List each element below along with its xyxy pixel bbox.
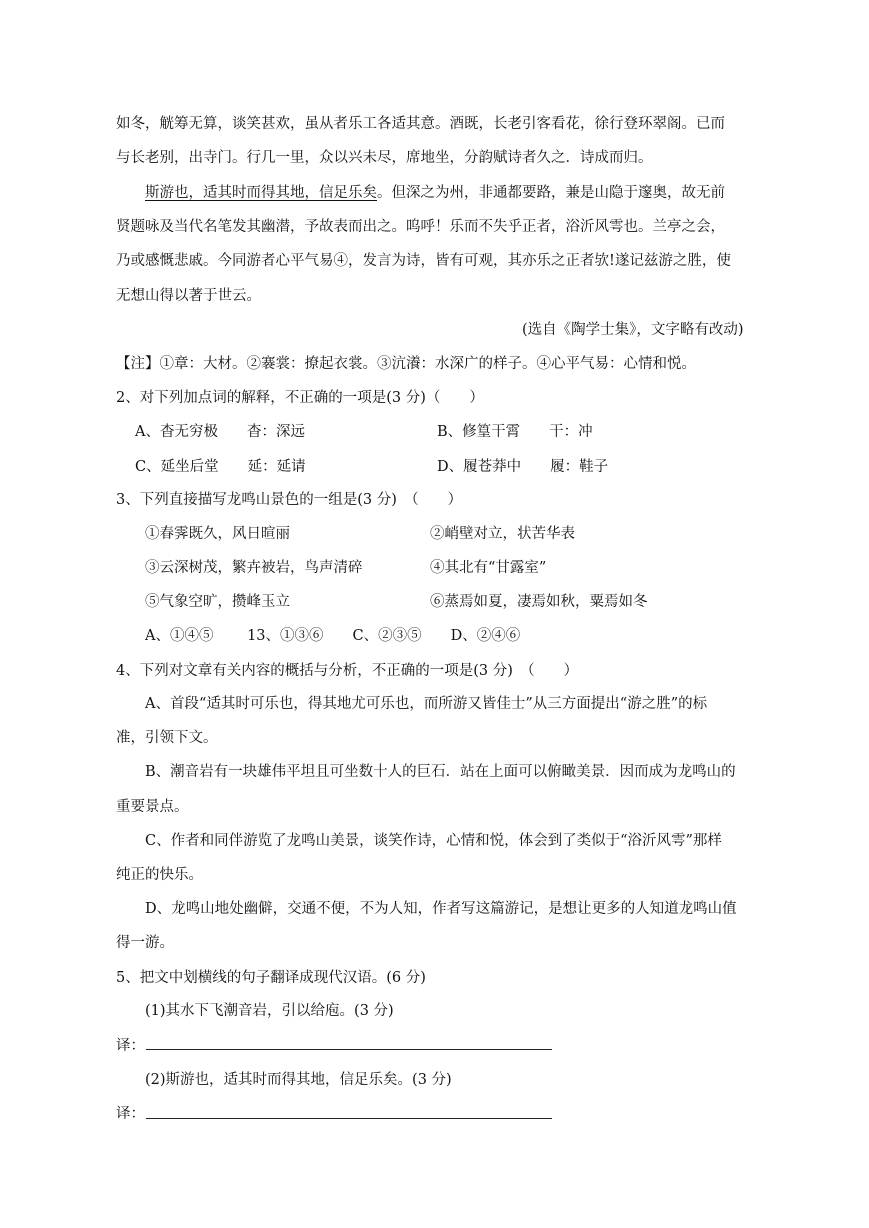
q2-option-b: B、修篁干霄 干：冲 [437,424,593,440]
q4-option-c-cont: 纯正的快乐。 [116,867,203,883]
q4-option-d-cont: 得一游。 [116,935,174,951]
q2-option-c: C、延坐后堂 延：延请 [135,459,306,475]
answer-blank-1[interactable] [146,1049,552,1050]
q3-item-6: ⑥蒸焉如夏，凄焉如秋，粟焉如冬 [430,594,648,610]
answer-blank-2[interactable] [146,1118,552,1119]
passage-line: 与长老别，出寺门。行几一里，众以兴未尽，席地坐，分韵赋诗者久之．诗成而归。 [116,150,653,166]
q2-option-a: A、杳无穷极 杳：深远 [135,424,305,440]
q2-option-d: D、履苍莽中 履：鞋子 [437,459,609,475]
q3-item-3: ③云深树茂，繁卉被岩，鸟声清碎 [145,560,363,576]
q4-option-c: C、作者和同伴游览了龙鸣山美景，谈笑作诗，心情和悦，体会到了类似于“浴沂风雩”那样 [145,833,722,849]
source-citation: (选自《陶学士集》，文字略有改动) [522,322,744,338]
translation-label-2: 译： [116,1106,145,1122]
question-4-stem: 4、下列对文章有关内容的概括与分析，不正确的一项是(3 分) （ ） [116,663,579,679]
q4-option-b: B、潮音岩有一块雄伟平坦且可坐数十人的巨石．站在上面可以俯瞰美景．因而成为龙鸣山的 [145,764,736,780]
q3-item-4: ④其北有“甘露室” [430,560,547,576]
q4-option-a: A、首段“适其时可乐也，得其地尤可乐也，而所游又皆佳士”从三方面提出“游之胜”的标 [145,696,708,712]
passage-line: 贤题咏及当代名笔发其幽潜，予故表而出之。呜呼！乐而不失乎正者，浴沂风雩也。兰亭之会， [116,219,725,235]
question-2-stem: 2、对下列加点词的解释，不正确的一项是(3 分)（ ） [116,390,484,406]
underlined-sentence: 斯游也，适其时而得其地，信足乐矣 [145,185,377,201]
q3-item-1: ①春霁既久，风日暄丽 [145,526,290,542]
passage-text: 。但深之为州，非通都要路，兼是山隐于邃奥，故无前 [377,185,725,201]
passage-line: 如冬，觥筹无算，谈笑甚欢，虽从者乐工各适其意。酒既，长老引客看花，徐行登环翠阁。已而 [116,116,725,132]
passage-line: 乃或感慨悲戚。今同游者心平气易④，发言为诗，皆有可观，其亦乐之正者欤!遂记兹游之胜，使 [116,253,731,269]
q5-sentence-2: (2)斯游也，适其时而得其地，信足乐矣。(3 分) [145,1072,452,1088]
q4-option-a-cont: 准，引领下文。 [116,730,218,746]
q3-options: A、①④⑤ 13、①③⑥ C、②③⑤ D、②④⑥ [145,628,521,644]
q4-option-d: D、龙鸣山地处幽僻，交通不便，不为人知，作者写这篇游记，是想让更多的人知道龙鸣山值 [145,901,737,917]
q5-sentence-1: (1)其水下飞潮音岩，引以给庖。(3 分) [145,1003,394,1019]
passage-line [145,183,725,203]
footnote: 【注】①章：大材。②褰裳：撩起衣裳。③沆瀁：水深广的样子。④心平气易：心情和悦。 [116,356,696,372]
q3-item-2: ②峭壁对立，状苦华表 [430,526,575,542]
question-3-stem: 3、下列直接描写龙鸣山景色的一组是(3 分) （ ） [116,492,463,508]
passage-line: 无想山得以著于世云。 [116,288,261,304]
question-5-stem: 5、把文中划横线的句子翻译成现代汉语。(6 分) [116,970,426,986]
q4-option-b-cont: 重要景点。 [116,799,189,815]
q3-item-5: ⑤气象空旷，攒峰玉立 [145,594,290,610]
translation-label-1: 译： [116,1038,145,1054]
